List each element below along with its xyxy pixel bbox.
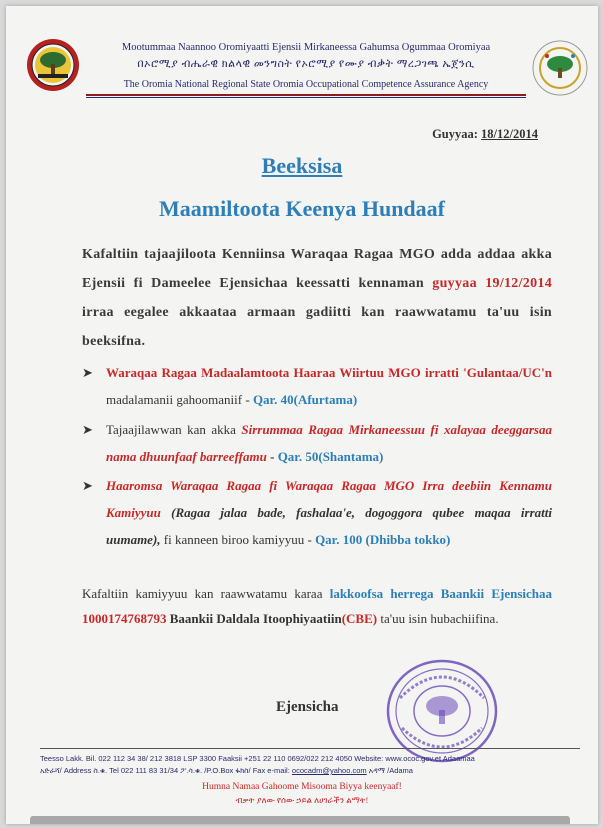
page-subtitle: Maamiltoota Keenya Hundaaf (159, 196, 445, 221)
intro-text-2: irraa eegalee akkaataa armaan gadiitti kan raawwatamu ta'uu isin beeksifna. (82, 305, 552, 349)
bullet-italic-note: (Ragaa jalaa bade, fashalaa'e, dogoggora qubee maqaa irratti uumame), (106, 505, 552, 547)
footer-slogan-oromo: Humna Namaa Gahoome Misooma Biyya keenyaaf! (202, 782, 402, 792)
footer-address-line (40, 766, 413, 776)
bullet-price: Qar. 100 (Dhibba tokko) (315, 532, 451, 547)
payment-account-label: lakkoofsa herrega Baankii Ejensichaa (329, 586, 552, 601)
bullet-highlight: Sirrummaa Ragaa Mirkaneessuu fi xalayaa deeggarsaa nama dhuunfaaf barreeffamu (106, 422, 552, 464)
account-number: 1000174768793 (82, 611, 167, 626)
intro-date: guyyaa 19/12/2014 (432, 276, 552, 291)
date-label: Guyyaa: (432, 127, 478, 141)
list-item (82, 359, 552, 413)
date-value: 18/12/2014 (481, 127, 538, 141)
bullet-price: Qar. 50(Shantama) (277, 449, 384, 464)
signature-name: Ejensicha (276, 699, 339, 715)
bullet-highlight: Haaromsa Waraqaa Ragaa fi Waraqaa Ragaa MGO Irra deebiin Kennamu Kamiyyuu (106, 478, 552, 520)
intro-text-1: Kafaltiin tajaajiloota Kenniinsa Waraqaa Ragaa MGO adda addaa akka Ejensii fi Dameelee Ejensichaa keessatti kennaman (82, 247, 552, 291)
bullet-dash: - (266, 449, 278, 464)
arrow-bullet-icon: ➤ (82, 478, 93, 493)
agency-logo-icon (532, 40, 588, 96)
bullet-text: fi kanneen biroo kamiyyuu - (160, 532, 316, 547)
list-item (82, 416, 552, 470)
page-title: Beeksisa (261, 153, 343, 178)
payment-text-1: Kafaltiin kamiyyuu kan raawwatamu karaa (82, 586, 330, 601)
header-amharic-line: በኦሮሚያ ብሔራዊ ክልላዊ መንግስት የኦሮሚያ የሙያ ብቃት ማረጋገጫ ኤጀንሲ (137, 58, 475, 70)
scroll-edge (30, 816, 570, 824)
list-item (82, 472, 552, 553)
bank-name: Baankii Daldala Itoophiyaatiin (166, 611, 342, 626)
document-date (432, 127, 538, 142)
bullet-highlight: Waraqaa Ragaa Madaalamtoota Haaraa Wiirtuu MGO irratti 'Gulantaa/UC'n (106, 365, 552, 380)
intro-paragraph (82, 240, 552, 356)
arrow-bullet-icon: ➤ (82, 422, 93, 437)
header-oromo-line: Mootummaa Naannoo Oromiyaatti Ejensii Mirkaneessa Gahumsa Ogummaa Oromiyaa (121, 42, 491, 53)
footer-divider (40, 748, 580, 749)
footer-city: አዳማ /Adama (366, 766, 413, 775)
footer-address-text: አድራሻ/ Address ስ.ቁ. Tel 022 111 83 31/34 ፖ.ሳ.ቁ. /P.O.Box ፋክስ/ Fax e-mail: (40, 766, 292, 775)
arrow-bullet-icon: ➤ (82, 365, 93, 380)
payment-paragraph (82, 581, 552, 631)
footer-slogan-amharic: ብቃት ያለው የሰው ኃይል ለሀገራችን ልማት! (235, 795, 369, 805)
bullet-text: madalamanii gahoomaniif - (106, 392, 253, 407)
bullet-price: Qar. 40(Afurtama) (252, 392, 358, 407)
oromia-emblem-icon (26, 38, 80, 92)
header-english-line: The Oromia National Regional State Oromia Occupational Competence Assurance Agency (123, 79, 489, 90)
payment-text-3: ta'uu isin hubachiifina. (377, 611, 499, 626)
bullet-text: Tajaajilawwan kan akka (106, 422, 242, 437)
header-divider (86, 94, 526, 96)
header-divider-thin (86, 97, 526, 98)
document-page (6, 6, 598, 824)
footer-contact-line: Teesso Lakk. Bil. 022 112 34 38/ 212 3818 LSP 3300 Faaksii +251 22 110 0692/022 212 4050 Website: www.ococ.gov.et Adaamaa (40, 754, 475, 763)
bank-abbr: (CBE) (341, 611, 378, 626)
footer-email-link[interactable]: ococadm@yahoo.com (291, 766, 367, 775)
